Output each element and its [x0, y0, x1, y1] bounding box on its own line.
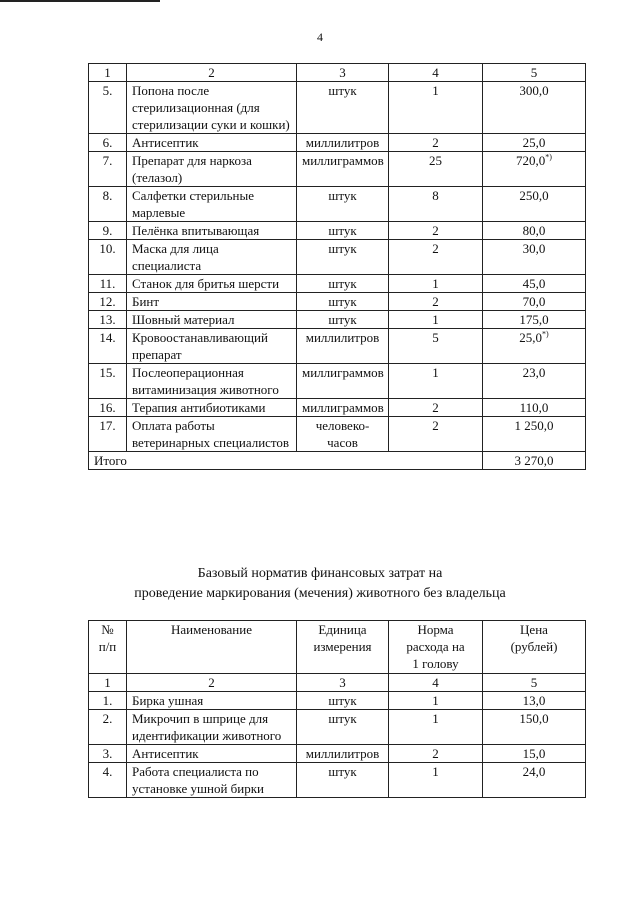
cell-price-text: 15,0 — [522, 746, 546, 761]
table-row — [89, 275, 586, 293]
cell-norm — [389, 187, 483, 222]
cell-price-text: 13,0 — [522, 693, 546, 708]
header-name-text: Наименование — [171, 622, 252, 637]
cell-norm-text: 2 — [432, 746, 439, 761]
cell-norm-text: 2 — [432, 294, 439, 309]
cell-number — [89, 222, 127, 240]
total-label: Итого — [89, 452, 483, 470]
cell-number-text: 5. — [102, 83, 113, 98]
cell-price — [483, 82, 586, 134]
cell-name — [127, 745, 297, 763]
cell-number — [89, 240, 127, 275]
cell-price-text: 300,0 — [519, 83, 549, 98]
cell-unit-text: штук — [328, 312, 357, 327]
column-number-text: 1 — [104, 65, 111, 80]
cell-unit — [297, 329, 389, 364]
cell-number — [89, 417, 127, 452]
column-number — [483, 674, 586, 692]
cell-unit — [297, 293, 389, 311]
column-number — [89, 64, 127, 82]
cell-unit-text: штук — [328, 693, 357, 708]
column-number-text: 5 — [530, 65, 538, 80]
cell-name — [127, 364, 297, 399]
cell-price — [483, 364, 586, 399]
table-row — [89, 311, 586, 329]
header-price-text: Цена (рублей) — [510, 622, 558, 654]
cell-unit — [297, 311, 389, 329]
table-row — [89, 763, 586, 798]
cell-name-text: Послеоперационная витаминизация животного — [132, 365, 279, 397]
cell-norm-text: 1 — [432, 365, 439, 380]
cell-unit-text: миллиграммов — [302, 400, 384, 415]
table-row — [89, 293, 586, 311]
column-number-text: 3 — [339, 675, 346, 690]
column-number — [89, 674, 127, 692]
cell-price — [483, 134, 586, 152]
cell-norm — [389, 222, 483, 240]
table-row — [89, 692, 586, 710]
cell-number — [89, 152, 127, 187]
cell-number — [89, 745, 127, 763]
total-value: 3 270,0 — [483, 452, 586, 470]
column-number-text: 1 — [104, 675, 111, 690]
cell-unit — [297, 364, 389, 399]
cell-name — [127, 134, 297, 152]
cell-number — [89, 293, 127, 311]
cell-name — [127, 399, 297, 417]
table-row — [89, 134, 586, 152]
column-number-text: 5 — [530, 675, 538, 690]
cell-number — [89, 311, 127, 329]
cell-name-text: Пелёнка впитывающая — [132, 223, 260, 238]
cell-number — [89, 329, 127, 364]
cell-price — [483, 399, 586, 417]
cost-table-marking — [88, 620, 586, 798]
column-number-text: 4 — [432, 675, 439, 690]
header-unit — [297, 621, 389, 674]
cell-norm-text: 1 — [432, 312, 439, 327]
cell-norm — [389, 152, 483, 187]
cell-unit — [297, 82, 389, 134]
cell-unit — [297, 710, 389, 745]
cell-unit-text: штук — [328, 241, 357, 256]
cell-name — [127, 275, 297, 293]
column-number — [127, 64, 297, 82]
column-number-text: 4 — [432, 65, 439, 80]
cell-number-text: 2. — [102, 711, 113, 726]
cell-name-text: Работа специалиста по установке ушной бирки — [132, 764, 265, 796]
cell-norm — [389, 745, 483, 763]
cell-number-text: 14. — [99, 330, 116, 345]
cell-norm-text: 1 — [432, 693, 439, 708]
cell-name-text: Салфетки стерильные марлевые — [132, 188, 254, 220]
cell-name — [127, 763, 297, 798]
cell-unit-text: штук — [328, 764, 357, 779]
cell-name-text: Терапия антибиотиками — [132, 400, 266, 415]
table-row — [89, 417, 586, 452]
cell-number — [89, 763, 127, 798]
cell-price-text: 30,0 — [522, 241, 546, 256]
cell-name — [127, 417, 297, 452]
cell-name-text: Кровоостанавливающий препарат — [132, 330, 268, 362]
column-number — [389, 64, 483, 82]
cell-unit-text: человеко-часов — [315, 418, 370, 450]
cell-norm-text: 2 — [432, 135, 439, 150]
cell-price-text: 110,0 — [519, 400, 549, 415]
cell-unit-text: штук — [328, 83, 357, 98]
total-row — [89, 452, 586, 470]
cell-number-text: 11. — [99, 276, 116, 291]
cell-price — [483, 275, 586, 293]
cell-unit — [297, 134, 389, 152]
header-price — [483, 621, 586, 674]
cell-price — [483, 692, 586, 710]
footnote-mark: *) — [545, 152, 552, 162]
cell-number — [89, 399, 127, 417]
cell-unit — [297, 763, 389, 798]
cell-unit-text: штук — [328, 188, 357, 203]
cell-number-text: 4. — [102, 764, 113, 779]
cell-norm — [389, 710, 483, 745]
cell-number-text: 10. — [99, 241, 116, 256]
cell-unit-text: штук — [328, 294, 357, 309]
cell-name — [127, 710, 297, 745]
cell-price-text: 24,0 — [522, 764, 546, 779]
cell-price-text: 1 250,0 — [514, 418, 554, 433]
cell-unit-text: миллилитров — [305, 135, 380, 150]
cell-number-text: 8. — [102, 188, 113, 203]
cell-norm-text: 1 — [432, 764, 439, 779]
cell-price-text: 70,0 — [522, 294, 546, 309]
cell-price-text: 80,0 — [522, 223, 546, 238]
cell-unit — [297, 692, 389, 710]
cell-norm — [389, 399, 483, 417]
cell-price — [483, 222, 586, 240]
column-number-text: 3 — [339, 65, 346, 80]
cell-name — [127, 293, 297, 311]
cell-number-text: 9. — [102, 223, 113, 238]
cell-unit-text: миллиграммов — [302, 365, 384, 380]
cell-unit-text: штук — [328, 223, 357, 238]
cell-name-text: Шовный материал — [132, 312, 235, 327]
cell-unit — [297, 417, 389, 452]
cell-norm-text: 25 — [429, 153, 442, 168]
cell-name-text: Микрочип в шприце для идентификации животного — [132, 711, 282, 743]
table-row — [89, 222, 586, 240]
cell-norm — [389, 329, 483, 364]
cell-number — [89, 275, 127, 293]
cell-price-text: 45,0 — [522, 276, 546, 291]
cell-norm — [389, 134, 483, 152]
cell-name-text: Антисептик — [132, 135, 199, 150]
cell-unit — [297, 275, 389, 293]
cell-price — [483, 240, 586, 275]
cell-norm-text: 2 — [432, 241, 439, 256]
column-number — [297, 674, 389, 692]
cell-price-text: 175,0 — [519, 312, 549, 327]
cell-unit — [297, 152, 389, 187]
cell-norm-text: 2 — [432, 223, 439, 238]
column-number-row — [89, 64, 586, 82]
cell-unit-text: миллиграммов — [302, 153, 384, 168]
cell-norm-text: 1 — [432, 711, 439, 726]
cell-price — [483, 710, 586, 745]
cell-name — [127, 329, 297, 364]
cell-unit — [297, 240, 389, 275]
header-norm — [389, 621, 483, 674]
column-number — [127, 674, 297, 692]
cell-number-text: 16. — [99, 400, 116, 415]
cell-number-text: 15. — [99, 365, 116, 380]
cell-name-text: Бирка ушная — [132, 693, 204, 708]
cell-norm-text: 2 — [432, 418, 439, 433]
column-number-row — [89, 674, 586, 692]
header-row — [89, 621, 586, 674]
cell-norm-text: 1 — [432, 276, 439, 291]
cell-price-text: 25,0 — [522, 135, 546, 150]
cell-norm — [389, 763, 483, 798]
cell-number-text: 6. — [102, 135, 113, 150]
cell-name-text: Оплата работы ветеринарных специалистов — [132, 418, 290, 450]
cell-number — [89, 187, 127, 222]
cell-name-text: Маска для лица специалиста — [132, 241, 219, 273]
table-row — [89, 329, 586, 364]
table-row — [89, 364, 586, 399]
cell-price-text: 23,0 — [522, 365, 546, 380]
cell-number — [89, 364, 127, 399]
cost-table-sterilization — [88, 63, 586, 470]
cell-norm — [389, 275, 483, 293]
cell-name — [127, 692, 297, 710]
header-num — [89, 621, 127, 674]
cell-norm — [389, 240, 483, 275]
column-number-text: 2 — [208, 675, 215, 690]
cell-unit-text: штук — [328, 276, 357, 291]
column-number-text: 2 — [208, 65, 215, 80]
table-row — [89, 745, 586, 763]
cell-name-text: Станок для бритья шерсти — [132, 276, 280, 291]
header-norm-text: Норма расхода на 1 голову — [406, 622, 465, 671]
cell-number — [89, 82, 127, 134]
cell-price — [483, 311, 586, 329]
cell-name-text: Бинт — [132, 294, 160, 309]
cell-norm-text: 2 — [432, 400, 439, 415]
header-name — [127, 621, 297, 674]
cell-number-text: 17. — [99, 418, 116, 433]
footnote-mark: *) — [542, 329, 549, 339]
cell-name-text: Препарат для наркоза (телазол) — [132, 153, 252, 185]
cell-unit — [297, 399, 389, 417]
cell-norm — [389, 417, 483, 452]
header-num-text: № п/п — [98, 622, 117, 654]
cell-number — [89, 710, 127, 745]
cell-norm — [389, 364, 483, 399]
cell-price — [483, 763, 586, 798]
cell-name — [127, 240, 297, 275]
column-number — [389, 674, 483, 692]
column-number — [297, 64, 389, 82]
cell-norm — [389, 692, 483, 710]
cell-name-text: Попона после стерилизационная (для стерилизации суки и кошки) — [132, 83, 290, 132]
section-title — [0, 564, 640, 604]
cell-price — [483, 745, 586, 763]
table-row — [89, 187, 586, 222]
table-row — [89, 240, 586, 275]
cell-price-text: 720,0 — [516, 153, 546, 168]
cell-name — [127, 82, 297, 134]
cell-name-text: Антисептик — [132, 746, 199, 761]
cell-unit-text: миллилитров — [305, 330, 380, 345]
cell-unit — [297, 187, 389, 222]
page-number: 4 — [317, 30, 323, 44]
cell-norm — [389, 82, 483, 134]
table-row — [89, 82, 586, 134]
cell-price — [483, 329, 586, 364]
cell-number — [89, 134, 127, 152]
cell-unit-text: миллилитров — [305, 746, 380, 761]
cell-unit — [297, 222, 389, 240]
section-title-line2: проведение маркирования (мечения) животного без владельца — [134, 586, 506, 601]
cell-name — [127, 222, 297, 240]
cell-price-text: 150,0 — [519, 711, 549, 726]
cell-norm — [389, 311, 483, 329]
table-row — [89, 152, 586, 187]
cell-price — [483, 417, 586, 452]
cell-unit-text: штук — [328, 711, 357, 726]
table-row — [89, 710, 586, 745]
column-number — [483, 64, 586, 82]
cell-price-text: 25,0 — [519, 330, 543, 345]
cell-price — [483, 293, 586, 311]
cell-number-text: 7. — [102, 153, 113, 168]
cell-name — [127, 152, 297, 187]
cell-name — [127, 311, 297, 329]
cell-price — [483, 187, 586, 222]
cell-unit — [297, 745, 389, 763]
cell-norm-text: 1 — [432, 83, 439, 98]
cell-norm-text: 5 — [432, 330, 439, 345]
cell-number-text: 13. — [99, 312, 116, 327]
cell-norm — [389, 293, 483, 311]
cell-number-text: 3. — [102, 746, 113, 761]
table-row — [89, 399, 586, 417]
cell-number-text: 1. — [102, 693, 113, 708]
section-title-line1: Базовый норматив финансовых затрат на — [197, 566, 443, 581]
header-rule — [0, 0, 160, 2]
cell-number — [89, 692, 127, 710]
cell-name — [127, 187, 297, 222]
header-unit-text: Единица измерения — [313, 622, 372, 654]
cell-number-text: 12. — [99, 294, 116, 309]
cell-price-text: 250,0 — [519, 188, 549, 203]
cell-price — [483, 152, 586, 187]
cell-norm-text: 8 — [432, 188, 439, 203]
